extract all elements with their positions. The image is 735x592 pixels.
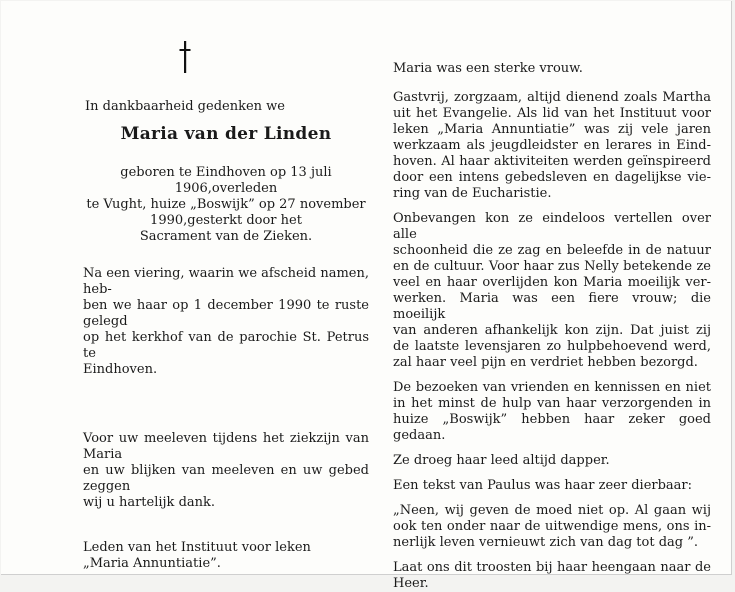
bio-line: 1990,gesterkt door het <box>150 213 302 228</box>
deceased-name: Maria van der Linden <box>120 124 332 144</box>
tribute-line: in het minst de hulp van haar verzorgenden in <box>393 396 711 411</box>
tribute-line: Een tekst van Paulus was haar zeer dierbaar: <box>393 478 693 493</box>
scripture-quote <box>393 503 711 551</box>
tribute-line: Gastvrij, zorgzaam, altijd dienend zoals Martha <box>393 90 711 105</box>
thanks-line: wij u hartelijk dank. <box>83 495 216 510</box>
tribute-line: Laat ons dit troosten bij haar heengaan naar de <box>393 560 711 575</box>
tribute-line: werken. Maria was een fiere vrouw; die moeilijk <box>393 291 711 322</box>
signature-line: Leden van het Instituut voor leken <box>83 540 311 555</box>
memorial-card <box>1 1 732 591</box>
thanks-paragraph <box>83 431 369 511</box>
tribute-line: hoven. Al haar aktiviteiten werden geïnspireerd <box>393 154 711 169</box>
quote-line: „Neen, wij geven de moed niet op. Al gaan wij <box>393 503 711 518</box>
tribute-paragraph-6 <box>393 478 711 494</box>
right-column <box>393 61 711 592</box>
tribute-line: Ze droeg haar leed altijd dapper. <box>393 453 610 468</box>
tribute-line: De bezoeken van vrienden en kennissen en niet <box>393 380 711 395</box>
tribute-line: ring van de Eucharistie. <box>393 186 552 201</box>
latin-cross-icon <box>179 41 191 73</box>
bio-line: geboren te Eindhoven op 13 juli 1906,overleden <box>120 165 332 196</box>
tribute-paragraph-1 <box>393 61 711 77</box>
burial-line: Na een viering, waarin we afscheid namen, heb- <box>83 266 369 297</box>
tribute-line: Heer. <box>393 576 429 591</box>
tribute-paragraph-8 <box>393 560 711 592</box>
burial-paragraph <box>83 266 369 378</box>
quote-line: ook ten onder naar de uitwendige mens, ons in- <box>393 519 711 534</box>
bio-block <box>83 165 369 245</box>
bio-line: Sacrament van de Zieken. <box>139 229 313 244</box>
tribute-paragraph-4 <box>393 380 711 444</box>
dedication-heading: In dankbaarheid gedenken we <box>85 99 285 114</box>
tribute-line: Onbevangen kon ze eindeloos vertellen over alle <box>393 211 711 242</box>
tribute-paragraph-5 <box>393 453 711 469</box>
tribute-line: schoonheid die ze zag en beleefde in de natuur <box>393 243 711 258</box>
tribute-line: uit het Evangelie. Als lid van het Instituut voor <box>393 106 711 121</box>
bio-line: te Vught, huize „Boswijk” op 27 november <box>86 197 366 212</box>
burial-line: Eindhoven. <box>83 362 158 377</box>
tribute-line: huize „Boswijk” hebben haar zeker goed gedaan. <box>393 412 711 443</box>
burial-line: op het kerkhof van de parochie St. Petrus te <box>83 330 369 361</box>
tribute-line: leken „Maria Annuntiatie” was zij vele jaren <box>393 122 711 137</box>
thanks-line: en uw blijken van meeleven en uw gebed zeggen <box>83 463 369 494</box>
burial-line: ben we haar op 1 december 1990 te ruste gelegd <box>83 298 369 329</box>
tribute-line: van anderen afhankelijk kon zijn. Dat juist zij <box>393 323 711 338</box>
tribute-line: Maria was een sterke vrouw. <box>393 61 583 76</box>
thanks-line: Voor uw meeleven tijdens het ziekzijn van Maria <box>83 431 369 462</box>
tribute-paragraph-3 <box>393 211 711 371</box>
tribute-line: werkzaam als jeugdleidster en lerares in Eind- <box>393 138 711 153</box>
tribute-line: en de cultuur. Voor haar zus Nelly betekende ze <box>393 259 711 274</box>
quote-line: nerlijk leven vernieuwt zich van dag tot dag ”. <box>393 535 698 550</box>
signature-block <box>83 540 369 572</box>
tribute-line: zal haar veel pijn en verdriet hebben bezorgd. <box>393 355 698 370</box>
tribute-line: door een intens gebedsleven en dagelijkse vie- <box>393 170 711 185</box>
signature-line: „Maria Annuntiatie”. <box>83 556 221 571</box>
tribute-paragraph-2 <box>393 90 711 202</box>
left-column <box>83 41 369 572</box>
tribute-line: veel en haar overlijden kon Maria moeilijk ver- <box>393 275 711 290</box>
tribute-line: de laatste levensjaren zo hulpbehoevend werd, <box>393 339 711 354</box>
